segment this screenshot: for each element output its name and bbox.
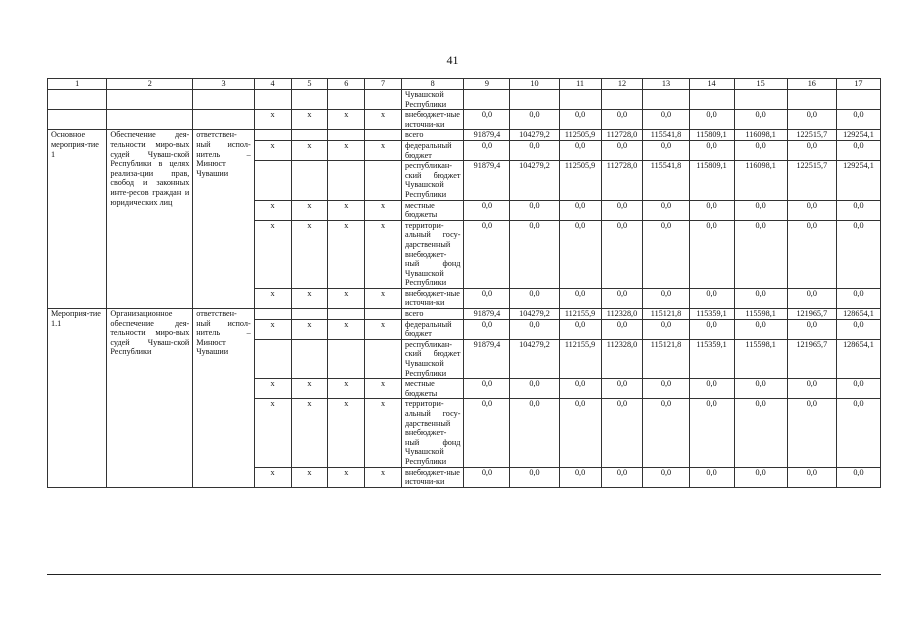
funding-source-cell: всего xyxy=(402,309,464,320)
value-cell: 121965,7 xyxy=(787,309,836,320)
value-cell: 0,0 xyxy=(464,200,510,220)
value-cell: 0,0 xyxy=(734,140,787,160)
code-cell xyxy=(254,309,291,320)
value-cell: 0,0 xyxy=(836,288,880,308)
value-cell: 0,0 xyxy=(464,110,510,130)
value-cell: 0,0 xyxy=(836,140,880,160)
value-cell: 115598,1 xyxy=(734,309,787,320)
value-cell: 0,0 xyxy=(559,110,601,130)
code-cell: x xyxy=(291,467,328,487)
value-cell: 115809,1 xyxy=(689,161,734,200)
code-cell: x xyxy=(365,140,402,160)
measure-code-cell xyxy=(48,110,107,130)
funding-source-cell: Чувашской Республики xyxy=(402,90,464,110)
value-cell: 115121,8 xyxy=(643,309,689,320)
value-cell: 0,0 xyxy=(836,110,880,130)
code-cell xyxy=(365,161,402,200)
table-row xyxy=(48,130,881,141)
code-cell: x xyxy=(328,140,365,160)
code-cell xyxy=(328,161,365,200)
value-cell: 0,0 xyxy=(464,288,510,308)
value-cell: 128654,1 xyxy=(836,339,880,378)
value-cell: 104279,2 xyxy=(510,161,559,200)
col-header: 16 xyxy=(787,79,836,90)
value-cell: 91879,4 xyxy=(464,161,510,200)
value-cell: 0,0 xyxy=(689,399,734,467)
code-cell xyxy=(365,90,402,110)
value-cell: 0,0 xyxy=(836,467,880,487)
code-cell: x xyxy=(254,288,291,308)
col-header: 3 xyxy=(193,79,254,90)
value-cell: 0,0 xyxy=(510,399,559,467)
code-cell: x xyxy=(365,467,402,487)
header-row xyxy=(48,79,881,90)
value-cell: 129254,1 xyxy=(836,130,880,141)
value-cell: 0,0 xyxy=(559,467,601,487)
col-header: 1 xyxy=(48,79,107,90)
code-cell xyxy=(254,90,291,110)
code-cell: x xyxy=(291,288,328,308)
measure-name-cell xyxy=(107,90,193,110)
code-cell xyxy=(291,161,328,200)
funding-source-cell: всего xyxy=(402,130,464,141)
value-cell: 129254,1 xyxy=(836,161,880,200)
value-cell: 0,0 xyxy=(601,140,643,160)
value-cell: 0,0 xyxy=(836,379,880,399)
code-cell xyxy=(291,339,328,378)
code-cell xyxy=(254,339,291,378)
funding-source-cell: территори-альный госу-дарственный внебюджет-ный фонд Чувашской Республики xyxy=(402,220,464,288)
value-cell: 0,0 xyxy=(643,379,689,399)
code-cell: x xyxy=(328,200,365,220)
funding-source-cell: внебюджет-ные источни-ки xyxy=(402,110,464,130)
value-cell: 0,0 xyxy=(510,200,559,220)
value-cell: 0,0 xyxy=(787,200,836,220)
code-cell: x xyxy=(254,319,291,339)
value-cell: 0,0 xyxy=(689,379,734,399)
col-header: 4 xyxy=(254,79,291,90)
value-cell xyxy=(836,90,880,110)
code-cell: x xyxy=(291,399,328,467)
code-cell: x xyxy=(291,319,328,339)
col-header: 17 xyxy=(836,79,880,90)
code-cell: x xyxy=(365,200,402,220)
table-body xyxy=(48,90,881,488)
value-cell: 0,0 xyxy=(689,110,734,130)
code-cell: x xyxy=(254,379,291,399)
value-cell xyxy=(734,90,787,110)
code-cell: x xyxy=(328,379,365,399)
code-cell xyxy=(291,130,328,141)
value-cell: 0,0 xyxy=(643,220,689,288)
value-cell: 0,0 xyxy=(787,467,836,487)
value-cell: 0,0 xyxy=(510,110,559,130)
code-cell xyxy=(365,130,402,141)
code-cell xyxy=(254,161,291,200)
measure-code-cell xyxy=(48,90,107,110)
funding-source-cell: местные бюджеты xyxy=(402,379,464,399)
code-cell xyxy=(328,90,365,110)
value-cell: 115809,1 xyxy=(689,130,734,141)
code-cell xyxy=(291,309,328,320)
table-bottom-rule xyxy=(47,574,881,575)
value-cell xyxy=(464,90,510,110)
code-cell xyxy=(291,90,328,110)
table-row xyxy=(48,110,881,130)
code-cell xyxy=(254,130,291,141)
value-cell: 112155,9 xyxy=(559,339,601,378)
value-cell: 104279,2 xyxy=(510,130,559,141)
table-row xyxy=(48,309,881,320)
col-header: 8 xyxy=(402,79,464,90)
value-cell: 0,0 xyxy=(787,220,836,288)
code-cell: x xyxy=(328,399,365,467)
value-cell: 0,0 xyxy=(510,288,559,308)
value-cell: 0,0 xyxy=(601,467,643,487)
value-cell: 112505,9 xyxy=(559,161,601,200)
code-cell: x xyxy=(328,110,365,130)
col-header: 9 xyxy=(464,79,510,90)
value-cell: 0,0 xyxy=(643,200,689,220)
page-number: 41 xyxy=(446,53,459,67)
code-cell: x xyxy=(365,399,402,467)
code-cell: x xyxy=(254,220,291,288)
value-cell: 116098,1 xyxy=(734,161,787,200)
value-cell: 0,0 xyxy=(559,379,601,399)
col-header: 11 xyxy=(559,79,601,90)
value-cell xyxy=(787,90,836,110)
value-cell: 0,0 xyxy=(464,140,510,160)
code-cell: x xyxy=(254,200,291,220)
value-cell: 0,0 xyxy=(734,379,787,399)
value-cell: 0,0 xyxy=(464,319,510,339)
value-cell: 0,0 xyxy=(559,220,601,288)
value-cell: 0,0 xyxy=(559,319,601,339)
measure-name-cell: Организационное обеспечение дея-тельности миро-вых судей Чуваш-ской Республики xyxy=(107,309,193,488)
value-cell: 0,0 xyxy=(689,467,734,487)
value-cell: 122515,7 xyxy=(787,161,836,200)
value-cell: 0,0 xyxy=(787,140,836,160)
value-cell xyxy=(559,90,601,110)
col-header: 12 xyxy=(601,79,643,90)
code-cell xyxy=(328,309,365,320)
code-cell xyxy=(328,130,365,141)
value-cell: 0,0 xyxy=(464,220,510,288)
code-cell: x xyxy=(328,220,365,288)
value-cell: 0,0 xyxy=(464,467,510,487)
value-cell: 112155,9 xyxy=(559,309,601,320)
value-cell: 0,0 xyxy=(787,379,836,399)
measure-code-cell: Основное мероприя-тие 1 xyxy=(48,130,107,309)
value-cell: 0,0 xyxy=(689,140,734,160)
value-cell: 0,0 xyxy=(643,110,689,130)
value-cell: 0,0 xyxy=(510,220,559,288)
value-cell: 0,0 xyxy=(601,200,643,220)
value-cell: 0,0 xyxy=(464,399,510,467)
funding-source-cell: внебюджет-ные источни-ки xyxy=(402,467,464,487)
value-cell: 0,0 xyxy=(510,467,559,487)
value-cell: 122515,7 xyxy=(787,130,836,141)
code-cell: x xyxy=(365,319,402,339)
code-cell: x xyxy=(328,467,365,487)
value-cell: 0,0 xyxy=(510,379,559,399)
value-cell: 112505,9 xyxy=(559,130,601,141)
value-cell: 112728,0 xyxy=(601,130,643,141)
value-cell: 0,0 xyxy=(601,379,643,399)
value-cell: 115541,8 xyxy=(643,130,689,141)
value-cell: 0,0 xyxy=(601,399,643,467)
col-header: 2 xyxy=(107,79,193,90)
value-cell: 115541,8 xyxy=(643,161,689,200)
value-cell: 91879,4 xyxy=(464,309,510,320)
value-cell: 0,0 xyxy=(787,110,836,130)
value-cell: 0,0 xyxy=(559,399,601,467)
value-cell: 115598,1 xyxy=(734,339,787,378)
funding-source-cell: республикан-ский бюджет Чувашской Республики xyxy=(402,339,464,378)
funding-source-cell: федеральный бюджет xyxy=(402,319,464,339)
col-header: 13 xyxy=(643,79,689,90)
value-cell: 115121,8 xyxy=(643,339,689,378)
value-cell: 0,0 xyxy=(734,220,787,288)
value-cell: 0,0 xyxy=(559,200,601,220)
value-cell: 0,0 xyxy=(734,467,787,487)
value-cell: 0,0 xyxy=(464,379,510,399)
funding-source-cell: территори-альный госу-дарственный внебюджет-ный фонд Чувашской Республики xyxy=(402,399,464,467)
value-cell xyxy=(643,90,689,110)
measure-name-cell: Обеспечение дея-тельности миро-вых судей Чуваш-ской Республики в целях реализа-ции прав, свобод и законных инте-ресов граждан и юридических лиц xyxy=(107,130,193,309)
value-cell xyxy=(601,90,643,110)
value-cell: 0,0 xyxy=(689,319,734,339)
value-cell: 115359,1 xyxy=(689,309,734,320)
value-cell: 0,0 xyxy=(510,140,559,160)
value-cell: 0,0 xyxy=(734,288,787,308)
col-header: 7 xyxy=(365,79,402,90)
code-cell: x xyxy=(365,110,402,130)
value-cell: 0,0 xyxy=(689,200,734,220)
value-cell: 0,0 xyxy=(787,288,836,308)
value-cell: 0,0 xyxy=(734,399,787,467)
value-cell: 0,0 xyxy=(734,200,787,220)
value-cell: 0,0 xyxy=(689,220,734,288)
code-cell: x xyxy=(291,379,328,399)
value-cell: 104279,2 xyxy=(510,339,559,378)
funding-source-cell: местные бюджеты xyxy=(402,200,464,220)
value-cell: 112328,0 xyxy=(601,339,643,378)
value-cell: 0,0 xyxy=(559,140,601,160)
value-cell: 0,0 xyxy=(601,220,643,288)
col-header: 14 xyxy=(689,79,734,90)
value-cell: 0,0 xyxy=(689,288,734,308)
value-cell: 0,0 xyxy=(510,319,559,339)
code-cell: x xyxy=(291,200,328,220)
code-cell: x xyxy=(254,110,291,130)
value-cell: 0,0 xyxy=(643,288,689,308)
value-cell: 121965,7 xyxy=(787,339,836,378)
col-header: 5 xyxy=(291,79,328,90)
col-header: 10 xyxy=(510,79,559,90)
code-cell: x xyxy=(254,140,291,160)
value-cell: 0,0 xyxy=(643,319,689,339)
value-cell: 116098,1 xyxy=(734,130,787,141)
code-cell xyxy=(365,309,402,320)
value-cell: 104279,2 xyxy=(510,309,559,320)
funding-source-cell: внебюджет-ные источни-ки xyxy=(402,288,464,308)
code-cell: x xyxy=(291,220,328,288)
value-cell: 0,0 xyxy=(601,288,643,308)
responsible-cell: ответствен-ный испол-нитель – Минюст Чувашии xyxy=(193,130,254,309)
code-cell: x xyxy=(365,288,402,308)
responsible-cell: ответствен-ный испол-нитель – Минюст Чувашии xyxy=(193,309,254,488)
responsible-cell xyxy=(193,110,254,130)
col-header: 15 xyxy=(734,79,787,90)
value-cell: 0,0 xyxy=(601,319,643,339)
value-cell: 0,0 xyxy=(734,110,787,130)
value-cell: 0,0 xyxy=(836,200,880,220)
measure-code-cell: Мероприя-тие 1.1 xyxy=(48,309,107,488)
value-cell: 0,0 xyxy=(787,319,836,339)
value-cell: 128654,1 xyxy=(836,309,880,320)
value-cell xyxy=(510,90,559,110)
code-cell: x xyxy=(365,379,402,399)
code-cell: x xyxy=(365,220,402,288)
code-cell: x xyxy=(328,319,365,339)
responsible-cell xyxy=(193,90,254,110)
col-header: 6 xyxy=(328,79,365,90)
value-cell: 91879,4 xyxy=(464,130,510,141)
code-cell xyxy=(365,339,402,378)
measure-name-cell xyxy=(107,110,193,130)
value-cell: 0,0 xyxy=(643,467,689,487)
value-cell: 115359,1 xyxy=(689,339,734,378)
value-cell: 0,0 xyxy=(601,110,643,130)
value-cell: 0,0 xyxy=(836,399,880,467)
code-cell: x xyxy=(328,288,365,308)
value-cell: 0,0 xyxy=(836,220,880,288)
code-cell: x xyxy=(254,467,291,487)
value-cell: 0,0 xyxy=(559,288,601,308)
budget-table xyxy=(47,78,881,488)
code-cell: x xyxy=(291,110,328,130)
value-cell: 0,0 xyxy=(643,140,689,160)
value-cell xyxy=(689,90,734,110)
code-cell: x xyxy=(291,140,328,160)
funding-source-cell: республикан-ский бюджет Чувашской Республики xyxy=(402,161,464,200)
value-cell: 112728,0 xyxy=(601,161,643,200)
value-cell: 112328,0 xyxy=(601,309,643,320)
value-cell: 0,0 xyxy=(734,319,787,339)
table-row xyxy=(48,90,881,110)
funding-source-cell: федеральный бюджет xyxy=(402,140,464,160)
value-cell: 0,0 xyxy=(787,399,836,467)
value-cell: 91879,4 xyxy=(464,339,510,378)
value-cell: 0,0 xyxy=(836,319,880,339)
value-cell: 0,0 xyxy=(643,399,689,467)
code-cell: x xyxy=(254,399,291,467)
code-cell xyxy=(328,339,365,378)
